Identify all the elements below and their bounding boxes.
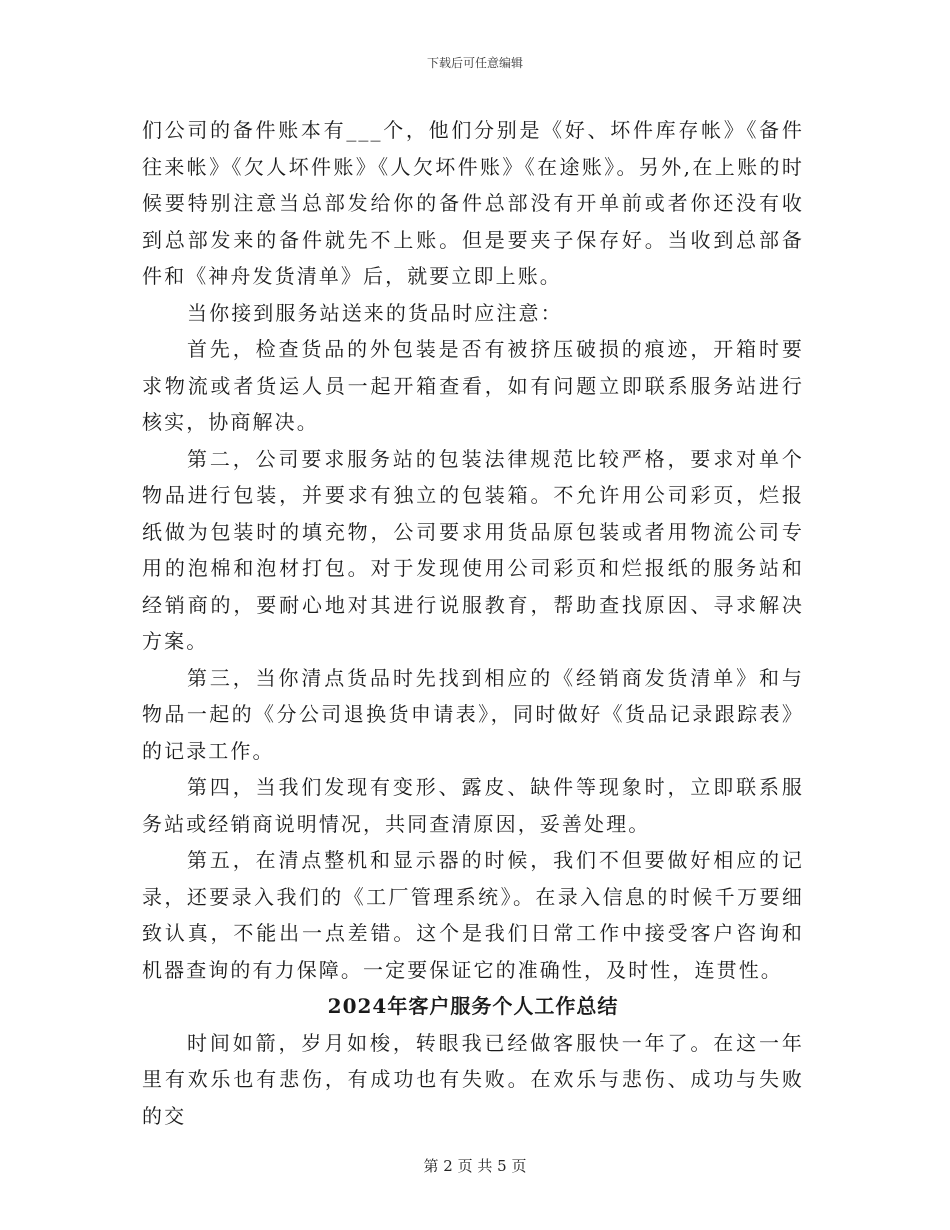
paragraph-fourth: 第四，当我们发现有变形、露皮、缺件等现象时，立即联系服务站或经销商说明情况，共同查清原因，妥善处理。	[142, 775, 804, 836]
document-body	[142, 112, 804, 1134]
paragraph-third: 第三，当你清点货品时先找到相应的《经销商发货清单》和与物品一起的《分公司退换货申请表》，同时做好《货品记录跟踪表》的记录工作。	[142, 665, 804, 763]
paragraph-intro: 当你接到服务站送来的货品时应注意：	[187, 300, 563, 325]
paragraph-second: 第二，公司要求服务站的包装法律规范比较严格，要求对单个物品进行包装，并要求有独立的包装箱。不允许用公司彩页，烂报纸做为包装时的填充物，公司要求用货品原包装或者用物流公司专用的泡棉和泡材打包。对于发现使用公司彩页和烂报纸的服务站和经销商的，要耐心地对其进行说服教育，帮助查找原因、寻求解决方案。	[142, 446, 804, 653]
paragraph-summary-opening: 时间如箭，岁月如梭，转眼我已经做客服快一年了。在这一年里有欢乐也有悲伤，有成功也有失败。在欢乐与悲伤、成功与失败的交	[142, 1030, 804, 1128]
paragraph-continuation: 们公司的备件账本有___个，他们分别是《好、坏件库存帐》《备件往来帐》《欠人坏件账》《人欠坏件账》《在途账》。另外,在上账的时候要特别注意当总部发给你的备件总部没有开单前或者你还没有收到总部发来的备件就先不上账。但是要夹子保存好。当收到总部备件和《神舟发货清单》后，就要立即上账。	[142, 118, 804, 288]
page-number: 第 2 页 共 5 页	[423, 1157, 527, 1175]
section-title: 2024年客户服务个人工作总结	[327, 994, 619, 1018]
header-note: 下载后可任意编辑	[426, 56, 523, 70]
paragraph-fifth: 第五，在清点整机和显示器的时候，我们不但要做好相应的记录，还要录入我们的《工厂管理系统》。在录入信息的时候千万要细致认真，不能出一点差错。这个是我们日常工作中接受客户咨询和机器查询的有力保障。一定要保证它的准确性，及时性，连贯性。	[142, 848, 804, 982]
paragraph-first: 首先，检查货品的外包装是否有被挤压破损的痕迹，开箱时要求物流或者货运人员一起开箱查看，如有问题立即联系服务站进行核实，协商解决。	[142, 337, 804, 434]
